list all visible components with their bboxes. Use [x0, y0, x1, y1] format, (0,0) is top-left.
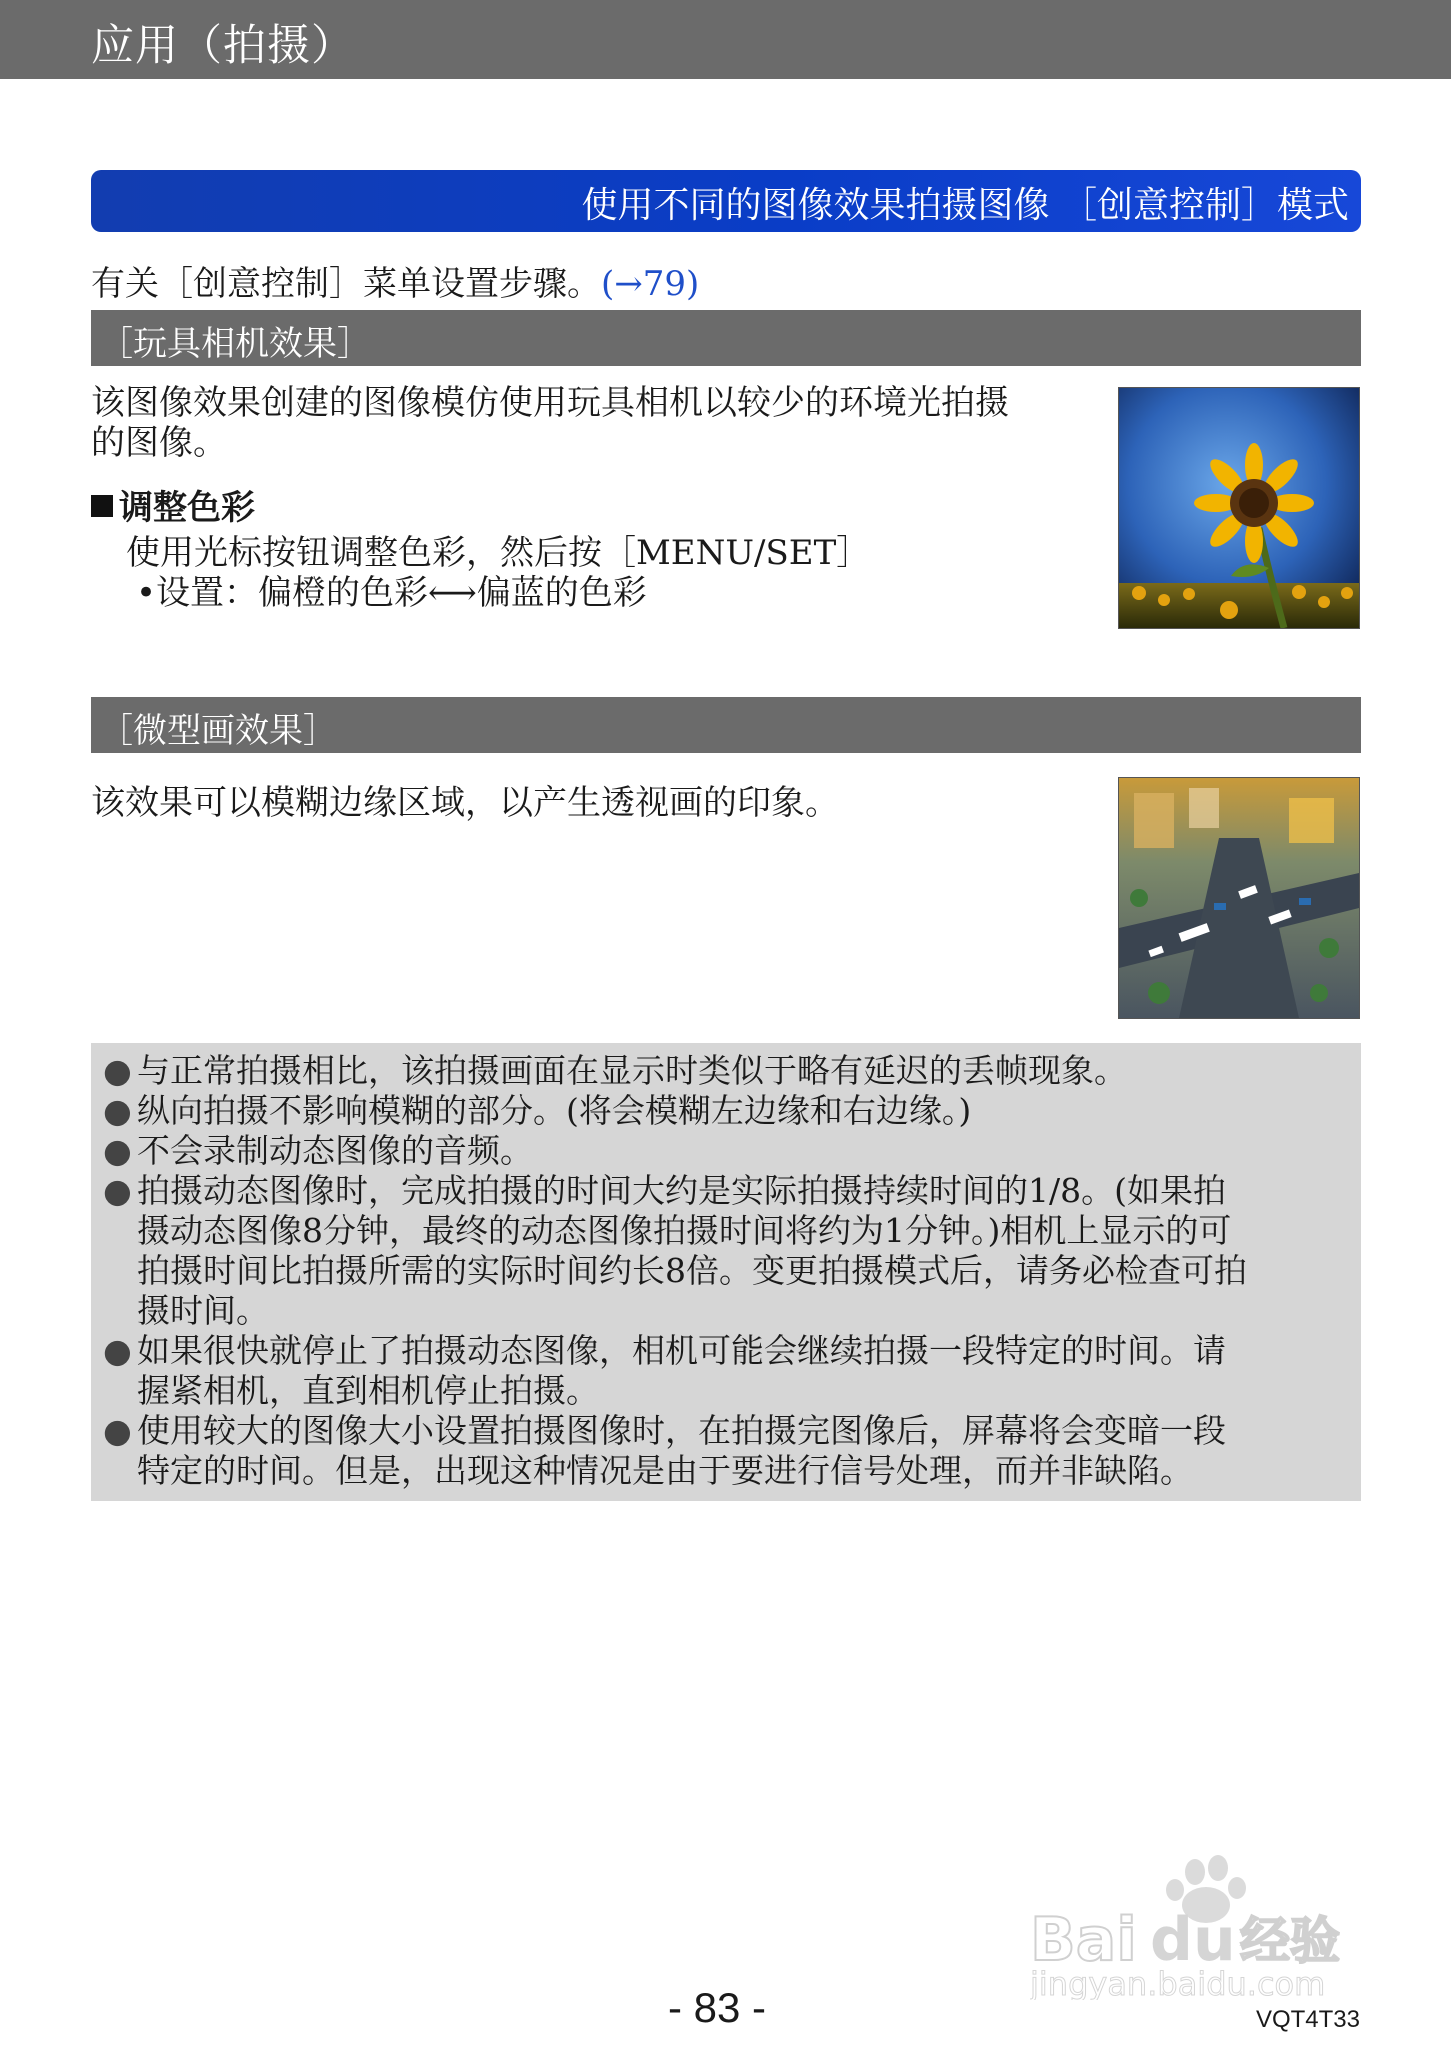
- note-bullet: ●: [103, 1411, 132, 1450]
- note-line: 纵向拍摄不影响模糊的部分。(将会模糊左边缘和右边缘。): [137, 1091, 972, 1130]
- note-item: [103, 1091, 1353, 1131]
- note-bullet: ●: [103, 1091, 132, 1130]
- miniature-description: 该效果可以模糊边缘区域，以产生透视画的印象。: [91, 783, 839, 823]
- note-item: [103, 1171, 1353, 1331]
- watermark-url: jingyan.baidu.com: [1030, 1965, 1326, 2000]
- note-line: 拍摄动态图像时，完成拍摄的时间大约是实际拍摄持续时间的1/8。(如果拍: [137, 1171, 1226, 1210]
- watermark-brand2: du: [1150, 1905, 1236, 1975]
- note-line: 拍摄时间比拍摄所需的实际时间约长8倍。变更拍摄模式后，请务必检查可拍: [137, 1251, 1247, 1290]
- note-bullet: ●: [103, 1171, 132, 1210]
- page-reference-link[interactable]: (→79): [601, 264, 700, 304]
- mode-banner: [91, 170, 1361, 232]
- note-item: [103, 1051, 1353, 1091]
- note-bullet: ●: [103, 1131, 132, 1170]
- section-miniature-title: ［微型画效果］: [99, 711, 337, 751]
- toy-camera-description-line: 的图像。: [91, 423, 227, 463]
- note-bullet: ●: [103, 1051, 132, 1090]
- note-item: [103, 1131, 1353, 1171]
- toy-camera-description: [91, 383, 1081, 463]
- note-line: 握紧相机，直到相机停止拍摄。: [137, 1371, 599, 1410]
- adjust-color-setting: •设置：偏橙的色彩⟷偏蓝的色彩: [136, 573, 647, 613]
- toy-camera-description-line: 该图像效果创建的图像模仿使用玩具相机以较少的环境光拍摄: [91, 383, 1009, 423]
- adjust-color-label: 调整色彩: [119, 488, 255, 528]
- square-bullet-icon: [91, 495, 113, 517]
- note-line: 摄动态图像8分钟，最终的动态图像拍摄时间将约为1分钟。)相机上显示的可: [137, 1211, 1232, 1250]
- note-bullet: ●: [103, 1331, 132, 1370]
- section-miniature-header: [91, 697, 1361, 753]
- toy-camera-sample-photo: [1118, 387, 1360, 629]
- section-toy-camera-title: ［玩具相机效果］: [99, 324, 371, 364]
- note-line: 不会录制动态图像的音频。: [137, 1131, 533, 1170]
- miniature-sample-photo: [1118, 777, 1360, 1019]
- page-header: [0, 0, 1451, 79]
- section-toy-camera-header: [91, 310, 1361, 366]
- sunflower-photo-image: [1119, 388, 1359, 628]
- mode-banner-title: 使用不同的图像效果拍摄图像 ［创意控制］模式: [581, 185, 1349, 226]
- intro-sentence: 有关［创意控制］菜单设置步骤。: [91, 264, 601, 304]
- intro-text: [91, 256, 699, 305]
- page-number: - 83 -: [668, 1984, 767, 2031]
- adjust-color-subheading: [91, 480, 255, 529]
- page-header-title: 应用（拍摄）: [91, 21, 355, 71]
- note-line: 使用较大的图像大小设置拍摄图像时，在拍摄完图像后，屏幕将会变暗一段: [137, 1411, 1226, 1450]
- adjust-color-instruction: 使用光标按钮调整色彩，然后按［MENU/SET］: [126, 533, 871, 573]
- note-line: 如果很快就停止了拍摄动态图像，相机可能会继续拍摄一段特定的时间。请: [137, 1331, 1226, 1370]
- note-line: 特定的时间。但是，出现这种情况是由于要进行信号处理，而并非缺陷。: [137, 1451, 1193, 1490]
- baidu-jingyan-watermark: [1030, 1850, 1360, 2000]
- watermark-product: 经验: [1240, 1912, 1340, 1970]
- note-item: [103, 1331, 1353, 1411]
- note-line: 摄时间。: [137, 1291, 269, 1330]
- city-intersection-photo-image: [1119, 778, 1359, 1018]
- notes-box: [91, 1043, 1361, 1501]
- document-code: VQT4T33: [1255, 2006, 1360, 2033]
- watermark-brand: Bai: [1030, 1905, 1137, 1975]
- note-item: [103, 1411, 1353, 1491]
- baidu-paw-icon: [1030, 1850, 1360, 2000]
- note-line: 与正常拍摄相比，该拍摄画面在显示时类似于略有延迟的丢帧现象。: [137, 1051, 1127, 1090]
